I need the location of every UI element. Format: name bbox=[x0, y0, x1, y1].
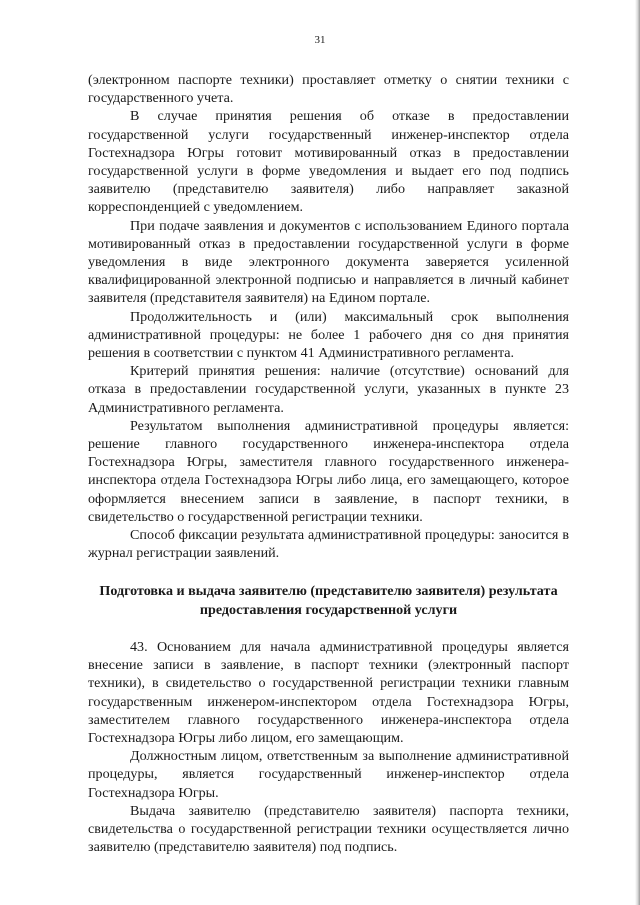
page-number: 31 bbox=[314, 34, 326, 46]
paragraph-unified-portal-refusal: При подаче заявления и документов с использованием Единого портала мотивированный отказ в предоставлении государственной услуги в форме уведомления в виде электронного документа заверяется усиленной квалифицированной электронной подписью и направляется в личный кабинет заявителя (представителя заявителя) на Едином портале. bbox=[88, 217, 569, 307]
paragraph-continuation: (электронном паспорте техники) проставляет отметку о снятии техники с государственного учета. bbox=[88, 72, 569, 107]
paragraph-procedure-duration: Продолжительность и (или) максимальный срок выполнения административной процедуры: не более 1 рабочего дня со дня принятия решения в соответствии с пунктом 41 Административного регламента. bbox=[88, 308, 569, 362]
scan-edge-shadow bbox=[635, 0, 640, 905]
paragraph-decision-criterion: Критерий принятия решения: наличие (отсутствие) оснований для отказа в предоставлении государственной услуги, указанных в пункте 23 Административного регламента. bbox=[88, 363, 569, 416]
paragraph-result-fixation: Способ фиксации результата административной процедуры: заносится в журнал регистрации заявлений. bbox=[88, 527, 569, 562]
paragraph-issuance: Выдача заявителю (представителю заявителя) паспорта техники, свидетельства о государственной регистрации техники осуществляется лично заявителю (представителю заявителя) под подпись. bbox=[88, 802, 569, 856]
paragraph-43-basis: 43. Основанием для начала административной процедуры является внесение записи в заявление, в паспорт техники (электронный паспорт техники), в свидетельство о государственной регистрации техники главным государственным инженером-инспектором отдела Гостехнадзора Югры, заместителем главного государственного инженера-инспектора отдела Гостехнадзора Югры либо лицом, его замещающим. bbox=[88, 638, 569, 746]
paragraph-responsible-official: Должностным лицом, ответственным за выполнение административной процедуры, является государственный инженер-инспектор отдела Гостехнадзора Югры. bbox=[88, 748, 569, 801]
paragraph-procedure-result: Результатом выполнения административной процедуры является: решение главного государственного инженера-инспектора отдела Гостехнадзора Югры, заместителя главного государственного инженера-инспектора отдела Гостехнадзора Югры либо лица, его замещающего, которое оформляется внесением записи в заявление, в паспорт техники, в свидетельство о государственной регистрации техники. bbox=[88, 417, 569, 525]
paragraph-refusal-decision: В случае принятия решения об отказе в предоставлении государственной услуги государственный инженер-инспектор отдела Гостехнадзора Югры готовит мотивированный отказ в предоставлении государственной услуги в форме уведомления и выдает его под подпись заявителю (представителю заявителя) либо направляет заказной корреспонденцией с уведомлением. bbox=[88, 108, 569, 216]
section-heading: Подготовка и выдача заявителю (представителю заявителя) результата предоставления государственной услуги bbox=[99, 583, 558, 618]
document-body bbox=[88, 71, 569, 856]
